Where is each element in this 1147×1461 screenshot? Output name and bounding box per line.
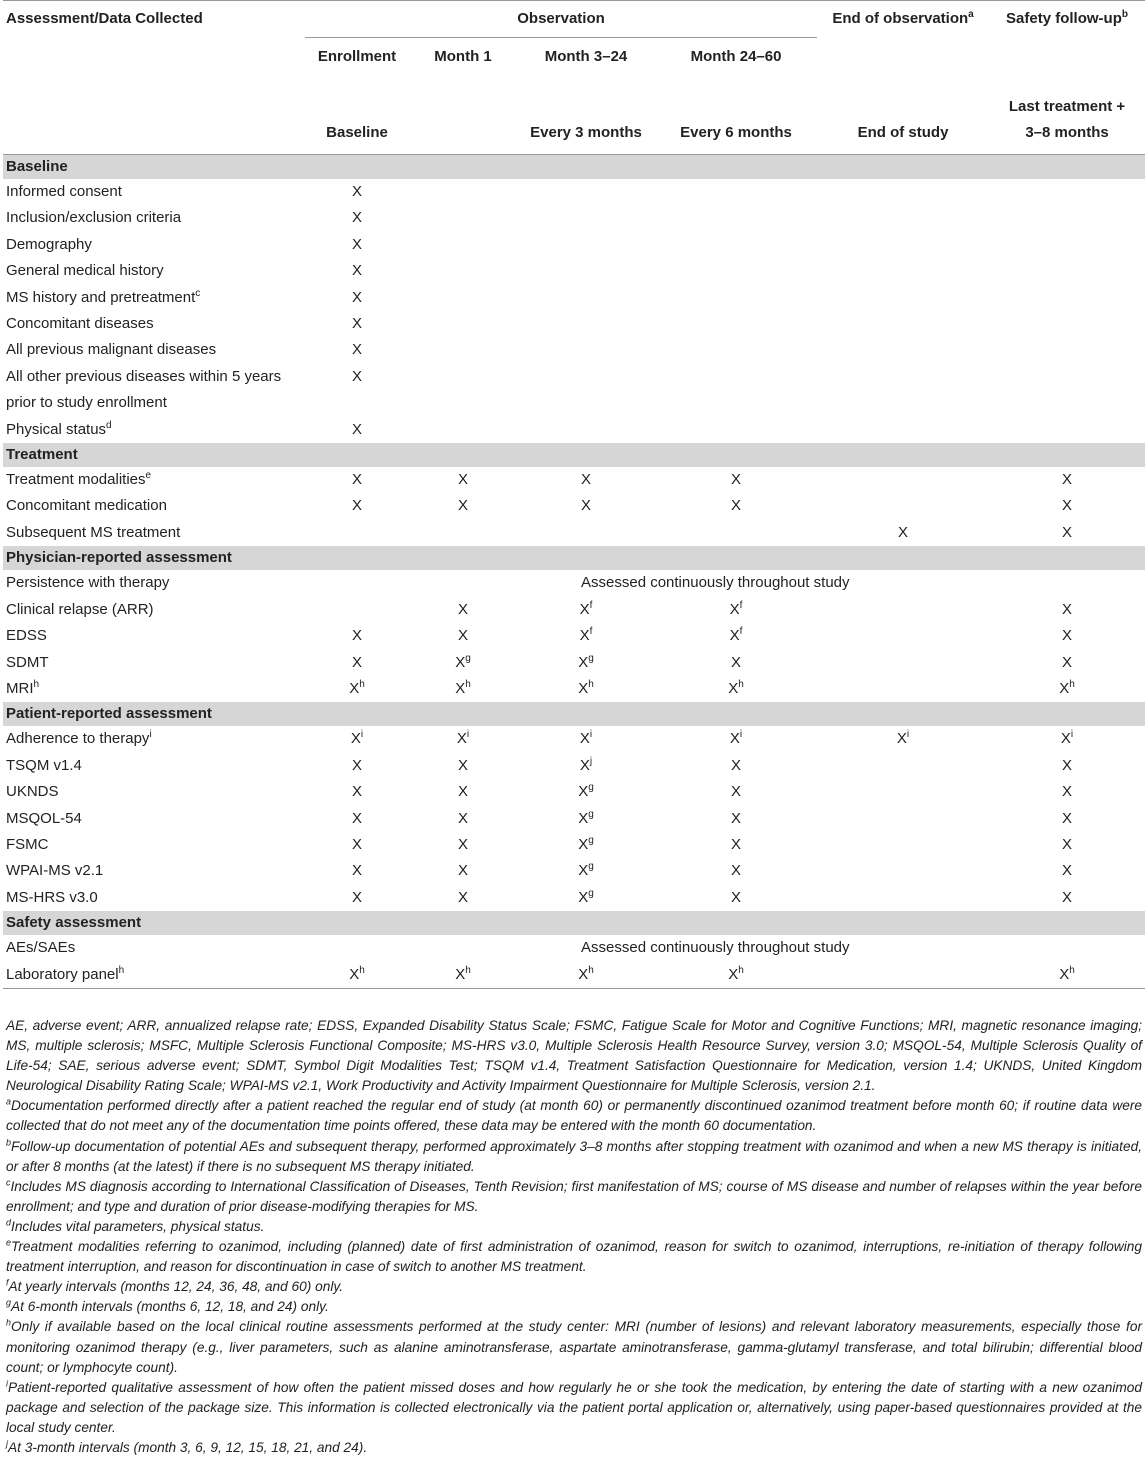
row-label: Concomitant diseases	[6, 315, 154, 333]
cell-mark	[817, 597, 989, 623]
section-title: Treatment	[3, 443, 1145, 467]
table-row	[3, 520, 1145, 546]
cell-mark: X	[731, 471, 742, 489]
cell-mark	[409, 285, 517, 311]
table-row	[3, 570, 1145, 596]
cell-mark	[817, 258, 989, 284]
cell-mark: $X^g$	[578, 887, 594, 906]
row-label: Physical status$^d$	[6, 419, 112, 438]
cell-mark: X	[351, 341, 362, 359]
cell-mark: $X^h$	[1059, 678, 1075, 697]
cell-mark: X	[457, 862, 468, 880]
cell-mark	[655, 364, 817, 390]
cell-mark: X	[351, 471, 362, 489]
cell-mark	[989, 390, 1145, 416]
section-header	[3, 546, 1145, 570]
table-row	[3, 205, 1145, 231]
cell-mark	[517, 337, 655, 363]
cell-mark: $X^h$	[989, 962, 1145, 989]
table-row	[3, 179, 1145, 205]
row-label: MS history and pretreatment$^c$	[6, 287, 201, 306]
cell-mark: X	[351, 809, 362, 827]
table-header	[3, 1, 1145, 155]
cell-mark: $X^h$	[578, 678, 594, 697]
cell-mark	[517, 205, 655, 231]
cell-mark: X	[1062, 471, 1073, 489]
header-month-3-24: Month 3–24	[544, 47, 628, 65]
cell-mark	[817, 205, 989, 231]
cell-mark	[817, 753, 989, 779]
cell-mark: X	[351, 862, 362, 880]
cell-mark	[989, 179, 1145, 205]
row-label: Inclusion/exclusion criteria	[6, 209, 182, 227]
row-label: Treatment modalities$^e$	[6, 470, 152, 489]
table-row	[3, 493, 1145, 519]
section-title: Safety assessment	[3, 911, 1145, 935]
row-label: WPAI-MS v2.1	[6, 862, 104, 880]
cell-mark	[989, 364, 1145, 390]
row-label: MSQOL-54	[6, 809, 82, 827]
header-observation: Observation	[305, 1, 817, 38]
cell-mark: $X^g$	[578, 861, 594, 880]
cell-mark: $X^g$	[578, 652, 594, 671]
cell-mark	[655, 390, 817, 416]
cell-mark	[517, 520, 655, 546]
cell-mark	[817, 232, 989, 258]
row-label: SDMT	[6, 653, 49, 671]
table-row	[3, 962, 1145, 989]
footnote: $^d$Includes vital parameters, physical status.	[6, 1217, 265, 1234]
cell-mark: X	[457, 600, 468, 618]
row-label: UKNDS	[6, 783, 59, 801]
row-label: FSMC	[6, 835, 49, 853]
cell-mark: X	[351, 783, 362, 801]
cell-mark: X	[457, 627, 468, 645]
cell-mark: X	[351, 367, 362, 385]
cell-mark: $X^i$	[896, 729, 910, 748]
cell-mark	[655, 285, 817, 311]
cell-mark	[517, 258, 655, 284]
row-label: TSQM v1.4	[6, 756, 82, 774]
section-header	[3, 702, 1145, 726]
footnote: $^j$At 3-month intervals (month 3, 6, 9, 12, 15, 18, 21, and 24).	[6, 1438, 368, 1455]
table-row	[3, 285, 1145, 311]
cell-mark	[655, 205, 817, 231]
cell-mark: X	[731, 835, 742, 853]
row-label: Persistence with therapy	[6, 574, 170, 592]
cell-mark: X	[457, 783, 468, 801]
footnote: $^c$Includes MS diagnosis according to International Classification of Diseases, Tenth Revision; first manifestation of MS; course of MS disease and number of relapses within the year before enrollment; and type and duration of prior disease-modifying therapies for MS.	[6, 1177, 1142, 1214]
cell-mark: X	[351, 627, 362, 645]
cell-mark: X	[731, 888, 742, 906]
cell-mark: X	[351, 835, 362, 853]
cell-mark: X	[731, 497, 742, 515]
table-footnotes	[6, 1016, 1142, 1458]
cell-mark: $X^f$	[729, 599, 743, 618]
row-label: General medical history	[6, 262, 164, 280]
cell-mark	[817, 285, 989, 311]
cell-mark	[817, 650, 989, 676]
header-month-1: Month 1	[434, 47, 492, 65]
cell-mark: X	[898, 523, 909, 541]
row-label: All other previous diseases within 5 years	[6, 367, 282, 385]
table-row	[3, 858, 1145, 884]
cell-mark: X	[351, 420, 362, 438]
cell-mark: $X^i$	[729, 729, 743, 748]
table-row	[3, 832, 1145, 858]
section-header	[3, 155, 1145, 180]
row-label: EDSS	[6, 627, 47, 645]
cell-mark	[655, 337, 817, 363]
cell-mark: X	[351, 653, 362, 671]
cell-mark	[517, 364, 655, 390]
cell-mark	[305, 520, 409, 546]
table-body	[3, 155, 1145, 989]
cell-mark: $X^i$	[350, 729, 364, 748]
header-end-of-observation: End of observation$^a$	[817, 1, 989, 38]
table-row	[3, 623, 1145, 649]
cell-mark	[409, 520, 517, 546]
cell-mark	[409, 311, 517, 337]
cell-mark: X	[351, 183, 362, 200]
cell-mark: $X^h$	[409, 962, 517, 989]
row-label: MRI$^h$	[6, 678, 40, 697]
section-header	[3, 443, 1145, 467]
cell-mark	[655, 179, 817, 205]
table-row	[3, 232, 1145, 258]
cell-mark: X	[1062, 783, 1073, 801]
assessment-schedule-table	[3, 0, 1145, 989]
cell-mark	[655, 520, 817, 546]
cell-mark	[989, 311, 1145, 337]
cell-mark	[817, 337, 989, 363]
cell-mark	[517, 285, 655, 311]
footnote: AE, adverse event; ARR, annualized relapse rate; EDSS, Expanded Disability Status Scale; FSMC, Fatigue Scale for Motor and Cognitive Functions; MRI, magnetic resonance imaging; MS, multiple sclerosis; MSFC, Multiple Sclerosis Functional Composite; MS-HRS v3.0, Multiple Sclerosis Health Resource Survey, version 3.0; MSQOL-54, Multiple Sclerosis Quality of Life-54; SAE, serious adverse event; SDMT, Symbol Digit Modalities Test; TSQM v1.4, Treatment Satisfaction Questionnaire for Medication, version 1.4; UKNDS, United Kingdom Neurological Disability Rating Scale; WPAI-MS v2.1, Work Productivity and Activity Impairment Questionnaire for Multiple Sclerosis, version 2.1.	[6, 1018, 1142, 1094]
cell-mark: X	[457, 756, 468, 774]
cell-mark	[655, 232, 817, 258]
row-label: Subsequent MS treatment	[6, 523, 181, 541]
cell-mark: X	[1062, 888, 1073, 906]
row-label: Concomitant medication	[6, 497, 167, 515]
cell-mark: X	[351, 235, 362, 253]
cell-mark: X	[457, 471, 468, 489]
cell-mark: X	[1062, 862, 1073, 880]
cell-mark: $X^g$	[578, 808, 594, 827]
header-end-of-study: End of study	[817, 76, 989, 155]
row-label: Adherence to therapy$^i$	[6, 729, 152, 748]
row-label: Demography	[6, 235, 92, 253]
cell-mark	[517, 390, 655, 416]
cell-mark: $X^h$	[728, 678, 744, 697]
table-row	[3, 676, 1145, 702]
footnote: $^h$Only if available based on the local clinical routine assessments performed at the study center: MRI (number of lesions) and relevant laboratory measurements, especially those for monitoring ozanimod therapy (e.g., liver parameters, such as alanine aminotransferase, aspartate aminotransferase, gamma-glutamyl transferase, and total bilirubin; differential blood count; or lymphocyte count).	[6, 1317, 1142, 1375]
header-enrollment: Enrollment	[317, 47, 397, 65]
cell-mark: X	[731, 862, 742, 880]
cell-mark: $X^j$	[579, 755, 593, 774]
cell-mark: $X^f$	[729, 626, 743, 645]
cell-mark: $X^h$	[305, 962, 409, 989]
cell-mark: $X^h$	[655, 962, 817, 989]
cell-mark: X	[457, 809, 468, 827]
cell-mark: X	[1062, 809, 1073, 827]
cell-mark: X	[1062, 653, 1073, 671]
cell-mark	[655, 417, 817, 443]
cell-mark	[517, 179, 655, 205]
cell-mark	[409, 179, 517, 205]
cell-mark	[817, 364, 989, 390]
footnote: $^f$At yearly intervals (months 12, 24, 36, 48, and 60) only.	[6, 1277, 344, 1295]
cell-mark	[817, 390, 989, 416]
cell-mark	[305, 390, 409, 416]
cell-mark: X	[580, 497, 591, 515]
cell-mark: X	[580, 471, 591, 489]
cell-mark: $X^f$	[579, 599, 593, 618]
table-row	[3, 467, 1145, 493]
cell-mark	[409, 337, 517, 363]
header-baseline: Baseline	[305, 76, 409, 155]
row-label: Clinical relapse (ARR)	[6, 600, 154, 618]
cell-mark	[409, 258, 517, 284]
table-row	[3, 779, 1145, 805]
cell-mark: X	[1062, 497, 1073, 515]
cell-mark	[989, 417, 1145, 443]
header-last-treatment: Last treatment + 3–8 months	[989, 76, 1145, 155]
header-every-6-months: Every 6 months	[655, 76, 817, 155]
cell-mark: $X^g$	[578, 782, 594, 801]
cell-mark: X	[731, 756, 742, 774]
cell-mark: $X^g$	[455, 652, 471, 671]
table-row	[3, 311, 1145, 337]
cell-mark	[409, 364, 517, 390]
cell-mark	[409, 390, 517, 416]
cell-mark	[517, 417, 655, 443]
cell-mark	[517, 232, 655, 258]
row-label: MS-HRS v3.0	[6, 888, 98, 906]
table-row	[3, 364, 1145, 390]
table-row	[3, 417, 1145, 443]
table-row	[3, 337, 1145, 363]
table-row	[3, 597, 1145, 623]
cell-mark	[989, 258, 1145, 284]
header-assessment: Assessment/Data Collected	[3, 1, 305, 38]
cell-mark	[817, 885, 989, 911]
table-row	[3, 753, 1145, 779]
cell-mark	[305, 597, 409, 623]
table-row	[3, 726, 1145, 752]
cell-mark	[817, 467, 989, 493]
cell-mark	[989, 232, 1145, 258]
header-every-3-months: Every 3 months	[517, 76, 655, 155]
cell-mark	[817, 623, 989, 649]
cell-mark	[409, 205, 517, 231]
table-row	[3, 885, 1145, 911]
cell-mark	[817, 417, 989, 443]
cell-mark: X	[351, 756, 362, 774]
continuous-assessment-note: Assessed continuously throughout study	[581, 939, 850, 957]
cell-mark	[817, 179, 989, 205]
row-label: Laboratory panel$^h$	[3, 962, 305, 989]
cell-mark	[817, 962, 989, 989]
cell-mark: $X^h$	[517, 962, 655, 989]
table-row	[3, 935, 1145, 961]
row-label: Informed consent	[6, 183, 122, 200]
cell-mark: X	[351, 262, 362, 280]
cell-mark: $X^i$	[1060, 729, 1074, 748]
section-header	[3, 911, 1145, 935]
continuous-assessment-note: Assessed continuously throughout study	[581, 574, 850, 592]
cell-mark	[409, 417, 517, 443]
header-month-24-60: Month 24–60	[690, 47, 782, 65]
cell-mark: $X^i$	[579, 729, 593, 748]
section-title: Patient-reported assessment	[3, 702, 1145, 726]
cell-mark: X	[1062, 835, 1073, 853]
cell-mark: X	[351, 888, 362, 906]
table-row	[3, 258, 1145, 284]
cell-mark: X	[1062, 600, 1073, 618]
cell-mark: X	[731, 653, 742, 671]
cell-mark	[817, 779, 989, 805]
table-row	[3, 806, 1145, 832]
footnote: $^a$Documentation performed directly after a patient reached the regular end of study (at month 60) or permanently discontinued ozanimod treatment before month 60; if routine data were collected that do not meet any of the documentation time points offered, these data may be entered with the month 60 documentation.	[6, 1096, 1142, 1134]
cell-mark	[409, 232, 517, 258]
cell-mark	[817, 311, 989, 337]
cell-mark: X	[457, 888, 468, 906]
cell-mark	[989, 285, 1145, 311]
cell-mark: X	[1062, 523, 1073, 541]
footnote: $^i$Patient-reported qualitative assessment of how often the patient missed doses and how regularly he or she took the medication, by entering the date of starting with a new ozanimod package and selection of the package size. This information is collected electronically via the patient portal application or, alternatively, using paper-based questionnaires provided at the local study center.	[6, 1378, 1142, 1435]
cell-mark: X	[457, 497, 468, 515]
cell-mark: X	[1062, 756, 1073, 774]
section-title: Baseline	[3, 155, 1145, 180]
cell-mark: $X^h$	[349, 678, 365, 697]
cell-mark: X	[351, 209, 362, 227]
cell-mark: X	[731, 809, 742, 827]
cell-mark: X	[731, 783, 742, 801]
cell-mark: X	[457, 835, 468, 853]
cell-mark: X	[351, 497, 362, 515]
footnote: $^b$Follow-up documentation of potential AEs and subsequent therapy, performed approximately 3–8 months after stopping treatment with ozanimod and when a new MS therapy is initiated, or after 8 months (at the latest) if there is no subsequent MS therapy initiated.	[6, 1137, 1142, 1174]
cell-mark	[517, 311, 655, 337]
cell-mark: X	[351, 288, 362, 306]
footnote: $^e$Treatment modalities referring to ozanimod, including (planned) date of first administration of ozanimod, reason for switch to ozanimod, interruptions, re-initiation of therapy following treatment interruption, and reason for discontinuation in case of switch to another MS treatment.	[6, 1237, 1142, 1275]
table-row	[3, 650, 1145, 676]
table-row	[3, 390, 1145, 416]
row-label: AEs/SAEs	[6, 939, 76, 957]
cell-mark	[817, 832, 989, 858]
cell-mark	[655, 311, 817, 337]
cell-mark	[989, 337, 1145, 363]
section-title: Physician-reported assessment	[3, 546, 1145, 570]
cell-mark: X	[1062, 627, 1073, 645]
cell-mark	[817, 493, 989, 519]
footnote: $^g$At 6-month intervals (months 6, 12, 18, and 24) only.	[6, 1297, 329, 1315]
cell-mark	[817, 806, 989, 832]
cell-mark: $X^g$	[578, 834, 594, 853]
cell-mark	[817, 858, 989, 884]
cell-mark	[989, 205, 1145, 231]
cell-mark	[655, 258, 817, 284]
cell-mark	[817, 676, 989, 702]
header-safety-follow-up: Safety follow-$up^b$	[989, 1, 1145, 38]
row-label: All previous malignant diseases	[6, 341, 217, 359]
cell-mark: $X^h$	[455, 678, 471, 697]
cell-mark: $X^i$	[456, 729, 470, 748]
cell-mark: $X^f$	[579, 626, 593, 645]
cell-mark: X	[351, 315, 362, 333]
row-label: prior to study enrollment	[6, 394, 167, 412]
